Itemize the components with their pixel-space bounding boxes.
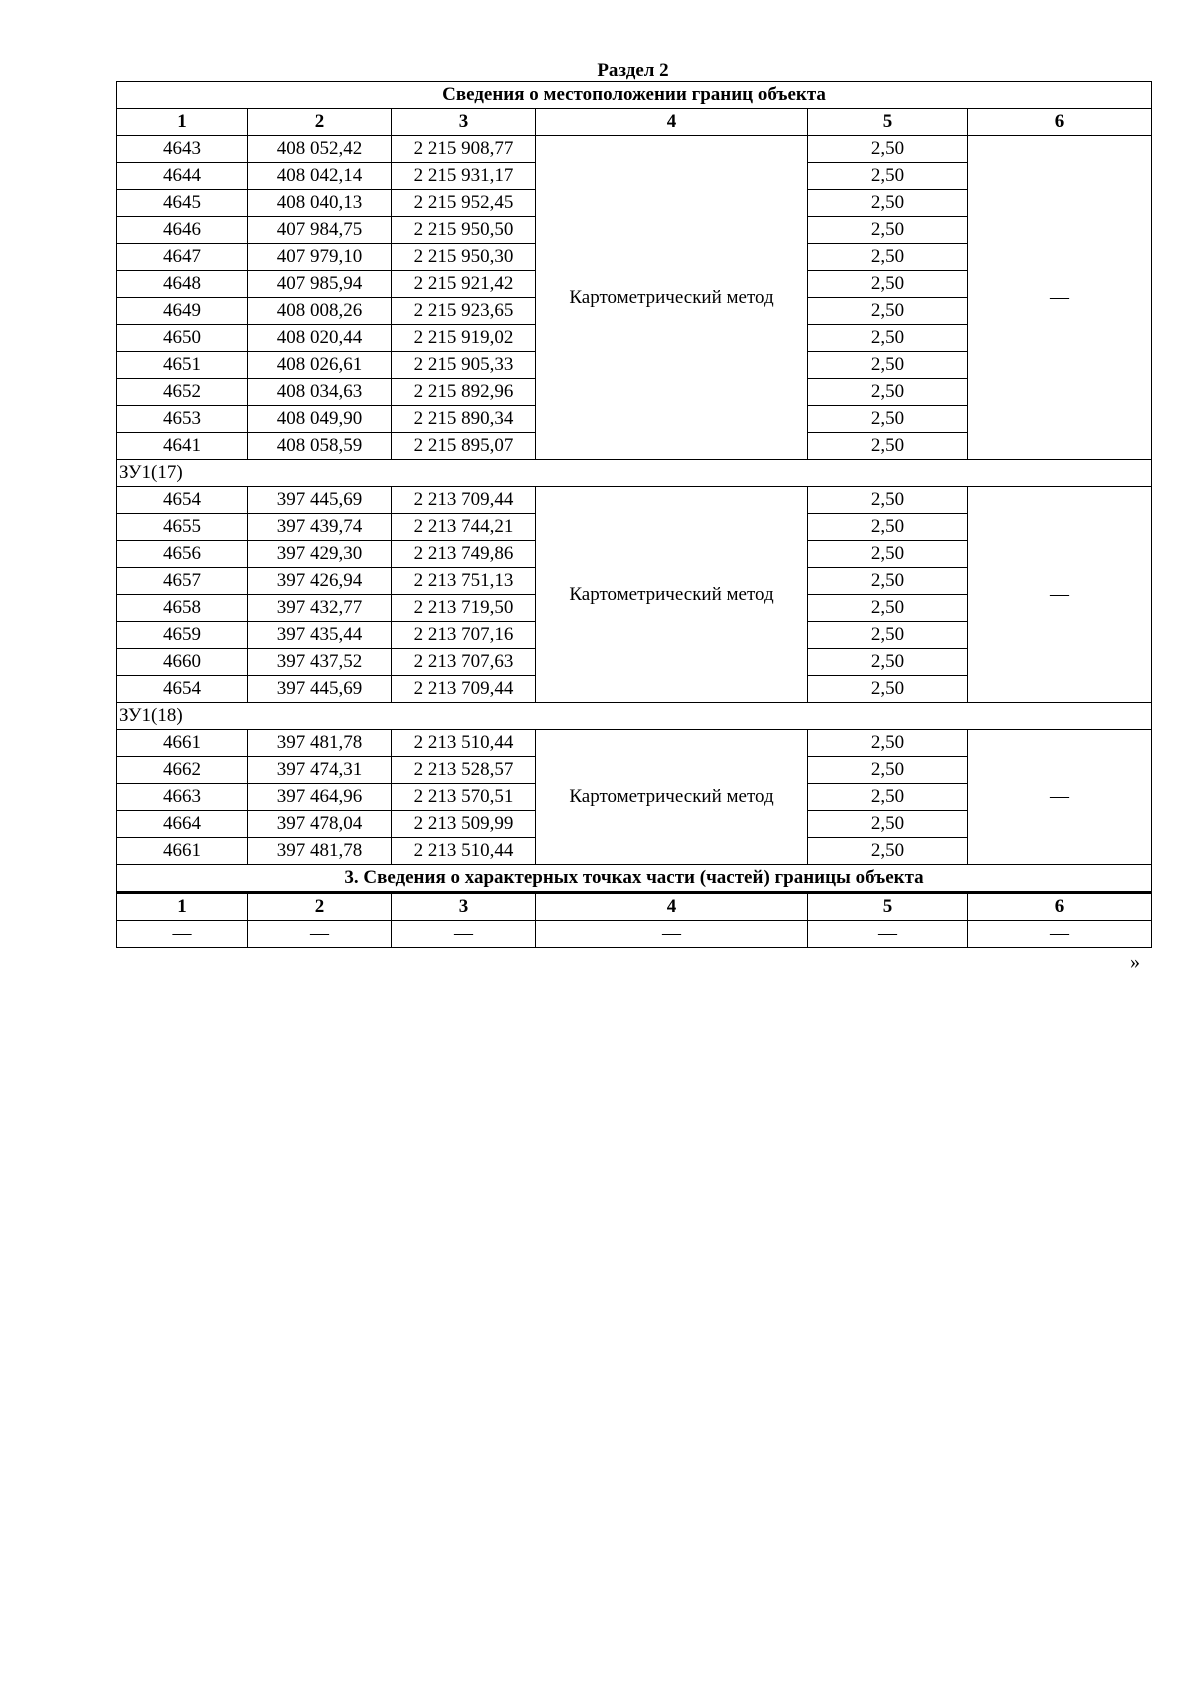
- boundary-table: [116, 81, 1152, 948]
- y-coordinate-cell: 2 215 950,30: [392, 244, 536, 271]
- accuracy-cell: 2,50: [808, 595, 968, 622]
- x-coordinate-cell: 408 052,42: [248, 136, 392, 163]
- accuracy-cell: 2,50: [808, 730, 968, 757]
- closing-quote: »: [1130, 951, 1140, 973]
- x-coordinate-cell: 408 040,13: [248, 190, 392, 217]
- accuracy-cell: 2,50: [808, 325, 968, 352]
- accuracy-cell: 2,50: [808, 487, 968, 514]
- method-cell: Картометрический метод: [536, 136, 808, 460]
- y-coordinate-cell: 2 213 510,44: [392, 730, 536, 757]
- x-coordinate-cell: 408 034,63: [248, 379, 392, 406]
- x-coordinate-cell: 407 984,75: [248, 217, 392, 244]
- point-number-cell: 4654: [117, 676, 248, 703]
- accuracy-cell: 2,50: [808, 352, 968, 379]
- subsection-title-row: [117, 865, 1152, 893]
- point-number-cell: 4641: [117, 433, 248, 460]
- y-coordinate-cell: 2 215 895,07: [392, 433, 536, 460]
- x-coordinate-cell: 397 481,78: [248, 838, 392, 865]
- accuracy-cell: 2,50: [808, 541, 968, 568]
- point-number-cell: 4645: [117, 190, 248, 217]
- x-coordinate-cell: 397 445,69: [248, 487, 392, 514]
- x-coordinate-cell: 397 439,74: [248, 514, 392, 541]
- point-number-cell: 4648: [117, 271, 248, 298]
- x-coordinate-cell: 397 445,69: [248, 676, 392, 703]
- point-number-cell: 4652: [117, 379, 248, 406]
- accuracy-cell: 2,50: [808, 217, 968, 244]
- point-number-cell: 4653: [117, 406, 248, 433]
- x-coordinate-cell: 397 478,04: [248, 811, 392, 838]
- point-number-cell: 4664: [117, 811, 248, 838]
- x-coordinate-cell: 407 979,10: [248, 244, 392, 271]
- x-coordinate-cell: 397 432,77: [248, 595, 392, 622]
- empty-value-cell: —: [536, 921, 808, 948]
- y-coordinate-cell: 2 215 921,42: [392, 271, 536, 298]
- x-coordinate-cell: 408 049,90: [248, 406, 392, 433]
- point-number-cell: 4644: [117, 163, 248, 190]
- y-coordinate-cell: 2 215 952,45: [392, 190, 536, 217]
- empty-value-cell: —: [117, 921, 248, 948]
- method-cell: Картометрический метод: [536, 487, 808, 703]
- column-header: 3: [392, 109, 536, 136]
- y-coordinate-cell: 2 215 892,96: [392, 379, 536, 406]
- y-coordinate-cell: 2 213 709,44: [392, 676, 536, 703]
- y-coordinate-cell: 2 215 905,33: [392, 352, 536, 379]
- y-coordinate-cell: 2 213 749,86: [392, 541, 536, 568]
- subsection-title: 3. Сведения о характерных точках части (частей) границы объекта: [117, 865, 1152, 893]
- accuracy-cell: 2,50: [808, 244, 968, 271]
- subsection-column-header: 3: [392, 893, 536, 921]
- method-cell: Картометрический метод: [536, 730, 808, 865]
- point-number-cell: 4663: [117, 784, 248, 811]
- empty-value-cell: —: [808, 921, 968, 948]
- accuracy-cell: 2,50: [808, 190, 968, 217]
- column-header: 6: [968, 109, 1152, 136]
- y-coordinate-cell: 2 213 707,16: [392, 622, 536, 649]
- accuracy-cell: 2,50: [808, 136, 968, 163]
- point-number-cell: 4655: [117, 514, 248, 541]
- point-number-cell: 4643: [117, 136, 248, 163]
- point-number-cell: 4657: [117, 568, 248, 595]
- accuracy-cell: 2,50: [808, 757, 968, 784]
- accuracy-cell: 2,50: [808, 298, 968, 325]
- x-coordinate-cell: 397 481,78: [248, 730, 392, 757]
- column-header-row: [117, 109, 1152, 136]
- description-cell: —: [968, 487, 1152, 703]
- column-header: 5: [808, 109, 968, 136]
- description-cell: —: [968, 136, 1152, 460]
- accuracy-cell: 2,50: [808, 433, 968, 460]
- x-coordinate-cell: 408 026,61: [248, 352, 392, 379]
- x-coordinate-cell: 408 008,26: [248, 298, 392, 325]
- x-coordinate-cell: 397 429,30: [248, 541, 392, 568]
- y-coordinate-cell: 2 215 919,02: [392, 325, 536, 352]
- point-number-cell: 4660: [117, 649, 248, 676]
- y-coordinate-cell: 2 215 950,50: [392, 217, 536, 244]
- subsection-column-header: 6: [968, 893, 1152, 921]
- x-coordinate-cell: 397 474,31: [248, 757, 392, 784]
- table-row: [117, 730, 1152, 757]
- accuracy-cell: 2,50: [808, 811, 968, 838]
- y-coordinate-cell: 2 213 751,13: [392, 568, 536, 595]
- group-label: ЗУ1(18): [117, 703, 1152, 730]
- table-row: [117, 136, 1152, 163]
- empty-value-cell: —: [248, 921, 392, 948]
- point-number-cell: 4661: [117, 838, 248, 865]
- empty-value-cell: —: [392, 921, 536, 948]
- point-number-cell: 4654: [117, 487, 248, 514]
- point-number-cell: 4651: [117, 352, 248, 379]
- subsection-header-row: [117, 893, 1152, 921]
- y-coordinate-cell: 2 215 923,65: [392, 298, 536, 325]
- y-coordinate-cell: 2 213 528,57: [392, 757, 536, 784]
- y-coordinate-cell: 2 213 744,21: [392, 514, 536, 541]
- point-number-cell: 4647: [117, 244, 248, 271]
- x-coordinate-cell: 408 042,14: [248, 163, 392, 190]
- boundary-table-body: [117, 82, 1152, 948]
- x-coordinate-cell: 397 437,52: [248, 649, 392, 676]
- y-coordinate-cell: 2 213 719,50: [392, 595, 536, 622]
- accuracy-cell: 2,50: [808, 676, 968, 703]
- x-coordinate-cell: 397 464,96: [248, 784, 392, 811]
- table-title: Сведения о местоположении границ объекта: [117, 82, 1152, 109]
- y-coordinate-cell: 2 215 908,77: [392, 136, 536, 163]
- y-coordinate-cell: 2 213 570,51: [392, 784, 536, 811]
- y-coordinate-cell: 2 213 510,44: [392, 838, 536, 865]
- point-number-cell: 4661: [117, 730, 248, 757]
- subsection-column-header: 5: [808, 893, 968, 921]
- point-number-cell: 4650: [117, 325, 248, 352]
- accuracy-cell: 2,50: [808, 649, 968, 676]
- y-coordinate-cell: 2 213 709,44: [392, 487, 536, 514]
- y-coordinate-cell: 2 215 931,17: [392, 163, 536, 190]
- group-label-row: [117, 460, 1152, 487]
- point-number-cell: 4656: [117, 541, 248, 568]
- point-number-cell: 4662: [117, 757, 248, 784]
- description-cell: —: [968, 730, 1152, 865]
- subsection-column-header: 2: [248, 893, 392, 921]
- table-row: [117, 487, 1152, 514]
- accuracy-cell: 2,50: [808, 271, 968, 298]
- accuracy-cell: 2,50: [808, 622, 968, 649]
- point-number-cell: 4659: [117, 622, 248, 649]
- section-title: Раздел 2: [597, 60, 669, 81]
- accuracy-cell: 2,50: [808, 784, 968, 811]
- subsection-column-header: 1: [117, 893, 248, 921]
- accuracy-cell: 2,50: [808, 838, 968, 865]
- empty-value-cell: —: [968, 921, 1152, 948]
- y-coordinate-cell: 2 213 509,99: [392, 811, 536, 838]
- column-header: 4: [536, 109, 808, 136]
- x-coordinate-cell: 397 435,44: [248, 622, 392, 649]
- column-header: 2: [248, 109, 392, 136]
- group-label: ЗУ1(17): [117, 460, 1152, 487]
- accuracy-cell: 2,50: [808, 163, 968, 190]
- x-coordinate-cell: 408 058,59: [248, 433, 392, 460]
- accuracy-cell: 2,50: [808, 514, 968, 541]
- point-number-cell: 4646: [117, 217, 248, 244]
- accuracy-cell: 2,50: [808, 379, 968, 406]
- accuracy-cell: 2,50: [808, 406, 968, 433]
- point-number-cell: 4658: [117, 595, 248, 622]
- table-title-row: [117, 82, 1152, 109]
- group-label-row: [117, 703, 1152, 730]
- accuracy-cell: 2,50: [808, 568, 968, 595]
- y-coordinate-cell: 2 213 707,63: [392, 649, 536, 676]
- column-header: 1: [117, 109, 248, 136]
- subsection-column-header: 4: [536, 893, 808, 921]
- x-coordinate-cell: 408 020,44: [248, 325, 392, 352]
- x-coordinate-cell: 407 985,94: [248, 271, 392, 298]
- point-number-cell: 4649: [117, 298, 248, 325]
- table-row: [117, 921, 1152, 948]
- y-coordinate-cell: 2 215 890,34: [392, 406, 536, 433]
- x-coordinate-cell: 397 426,94: [248, 568, 392, 595]
